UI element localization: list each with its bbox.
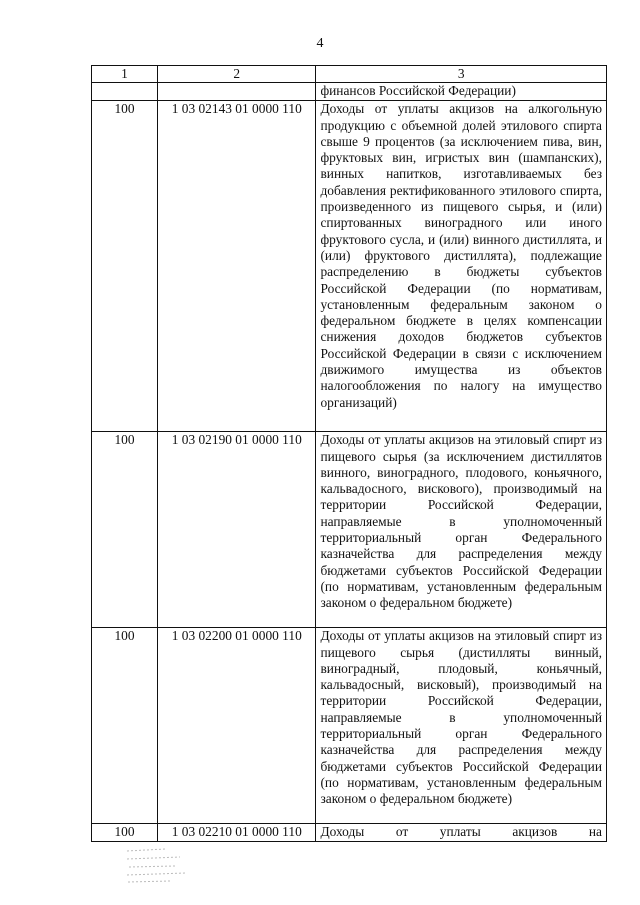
- header-col-2: 2: [158, 66, 316, 83]
- budget-code-cell: 1 03 02210 01 0000 110: [158, 824, 316, 842]
- description-cell: Доходы от уплаты акцизов на: [316, 824, 607, 842]
- description-cell: Доходы от уплаты акцизов на этиловый спирт из пищевого сырья (за исключением дистиллятов винного, виноградного, плодового, коньячного, кальвадосного, вискового), производимый на территории Российской Федерации, направляемые в уполномоченный территориальный орган Федерального казначейства для распределения между бюджетами субъектов Российской Федерации (по нормативам, установленным федеральным законом о федеральном бюджете): [316, 432, 607, 628]
- faint-stamp-mark: [125, 845, 195, 885]
- continuation-row: [92, 83, 607, 101]
- budget-code-cell: 1 03 02143 01 0000 110: [158, 101, 316, 432]
- header-col-3: 3: [316, 66, 607, 83]
- budget-code-cell: 1 03 02190 01 0000 110: [158, 432, 316, 628]
- revenue-codes-table: [91, 65, 607, 842]
- description-cell: Доходы от уплаты акцизов на алкогольную продукцию с объемной долей этилового спирта свыше 9 процентов (за исключением пива, вин, фруктовых вин, игристых вин (шампанских), винных напитков, изготавливаемых без добавления ректификованного этилового спирта, произведенного из пищевого сырья, и (или) спиртованных виноградного или иного фруктового сусла, и (или) винного дистиллята, и (или) фруктового дистиллята), подлежащие распределению в бюджеты субъектов Российской Федерации (по нормативам, установленным федеральным законом о федеральном бюджете в целях компенсации снижения доходов бюджетов субъектов Российской Федерации в связи с исключением движимого имущества из объектов налогообложения по налогу на имущество организаций): [316, 101, 607, 432]
- table-row: [92, 101, 607, 432]
- table-row: [92, 824, 607, 842]
- admin-code-cell: 100: [92, 824, 158, 842]
- budget-code-cell: 1 03 02200 01 0000 110: [158, 628, 316, 824]
- table-row: [92, 432, 607, 628]
- admin-code-cell: 100: [92, 101, 158, 432]
- description-cell: Доходы от уплаты акцизов на этиловый спирт из пищевого сырья (дистилляты винный, виноградный, плодовый, коньячный, кальвадосный, висковый), производимый на территории Российской Федерации, направляемые в уполномоченный территориальный орган Федерального казначейства для распределения между бюджетами субъектов Российской Федерации (по нормативам, установленным федеральным законом о федеральном бюджете): [316, 628, 607, 824]
- continuation-col-2: [158, 83, 316, 101]
- continuation-text: финансов Российской Федерации): [316, 83, 607, 101]
- admin-code-cell: 100: [92, 628, 158, 824]
- table-row: [92, 628, 607, 824]
- admin-code-cell: 100: [92, 432, 158, 628]
- continuation-col-1: [92, 83, 158, 101]
- page-number: 4: [316, 36, 324, 51]
- header-col-1: 1: [92, 66, 158, 83]
- table-header-row: [92, 66, 607, 83]
